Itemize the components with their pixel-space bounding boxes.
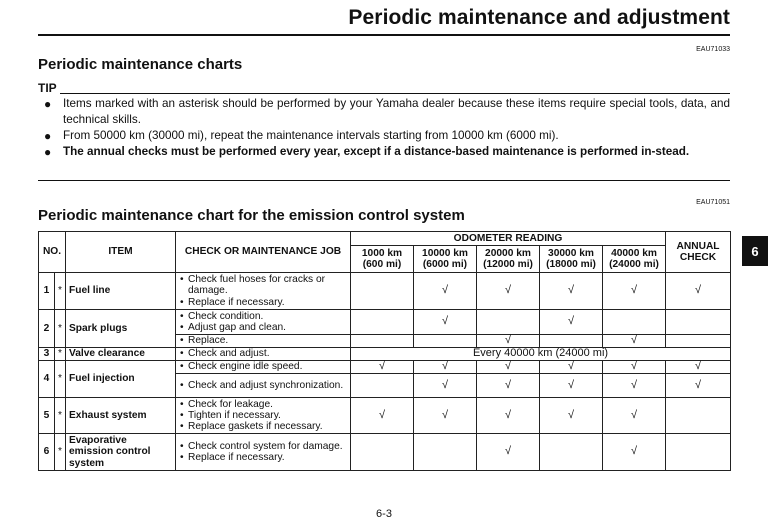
tip-end-rule (38, 180, 730, 181)
row-number: 6 (39, 434, 55, 471)
empty-cell (351, 335, 414, 348)
check-mark: √ (477, 335, 540, 348)
job-cell (176, 273, 351, 310)
table-row (39, 398, 731, 434)
tip-item (44, 144, 730, 160)
check-mark: √ (477, 273, 540, 310)
bullet-icon: ● (44, 129, 52, 143)
interval-km: 1000 km (361, 247, 403, 259)
bullet-icon: • (180, 440, 184, 452)
check-mark: √ (666, 273, 731, 310)
empty-cell (540, 434, 603, 471)
bullet-icon: • (180, 398, 184, 410)
check-mark: √ (666, 361, 731, 374)
item-name: Spark plugs (66, 310, 176, 348)
check-mark: √ (603, 374, 666, 398)
table-body (39, 273, 731, 471)
header-no: NO. (39, 232, 66, 273)
header-interval (477, 246, 540, 273)
job-cell (176, 348, 351, 361)
tip-text: The annual checks must be performed every year, except if a distance-based maintenance is performed in-stead. (63, 145, 690, 158)
job-text: Replace gaskets if necessary. (188, 421, 323, 433)
check-mark: √ (477, 398, 540, 434)
row-number: 3 (39, 348, 55, 361)
interval-mi: (6000 mi) (422, 259, 468, 270)
interval-mi: (12000 mi) (483, 259, 533, 270)
job-line (180, 441, 347, 452)
job-line (180, 399, 347, 410)
job-text: Tighten if necessary. (188, 409, 281, 421)
empty-cell (603, 310, 666, 335)
row-number: 1 (39, 273, 55, 310)
empty-cell (414, 434, 477, 471)
table-row (39, 434, 731, 471)
tip-item (44, 96, 730, 128)
check-mark: √ (540, 310, 603, 335)
job-line (180, 274, 347, 296)
bullet-icon: • (180, 322, 184, 333)
header-odometer: ODOMETER READING (351, 232, 666, 246)
interval-km: 20000 km (485, 247, 531, 259)
job-line (180, 380, 347, 391)
bullet-icon: • (180, 274, 184, 286)
job-line (180, 452, 347, 463)
table-header-row (39, 232, 731, 246)
interval-mi: (18000 mi) (546, 259, 596, 270)
section-title-maintenance-charts: Periodic maintenance charts (38, 56, 243, 73)
empty-cell (414, 335, 477, 348)
reference-code: EAU71051 (696, 199, 730, 206)
asterisk: * (55, 434, 66, 471)
table-row (39, 361, 731, 374)
header-interval (540, 246, 603, 273)
check-mark: √ (477, 361, 540, 374)
row-number: 5 (39, 398, 55, 434)
empty-cell (477, 310, 540, 335)
job-cell (176, 374, 351, 398)
item-name: Fuel injection (66, 361, 176, 398)
check-mark: √ (477, 374, 540, 398)
job-text: Check control system for damage. (188, 440, 343, 452)
check-mark: √ (414, 374, 477, 398)
check-mark: √ (414, 398, 477, 434)
bullet-icon: • (180, 335, 184, 347)
header-job: CHECK OR MAINTENANCE JOB (176, 232, 351, 273)
interval-mi: (24000 mi) (609, 259, 659, 270)
check-mark: √ (666, 374, 731, 398)
check-mark: √ (414, 310, 477, 335)
job-text: Check condition. (188, 310, 264, 322)
check-mark: √ (603, 335, 666, 348)
empty-cell (666, 434, 731, 471)
asterisk: * (55, 273, 66, 310)
empty-cell (351, 310, 414, 335)
check-mark: √ (351, 398, 414, 434)
bullet-icon: • (180, 361, 184, 373)
job-text: Check and adjust. (188, 348, 270, 360)
interval-km: 40000 km (611, 247, 657, 259)
header-interval (351, 246, 414, 273)
job-text: Check engine idle speed. (188, 361, 303, 373)
header-interval (414, 246, 477, 273)
tip-header (38, 80, 730, 94)
job-cell (176, 398, 351, 434)
bullet-icon: • (180, 379, 184, 391)
emission-maintenance-table (38, 231, 731, 471)
job-text: Replace if necessary. (188, 452, 285, 463)
asterisk: * (55, 310, 66, 348)
empty-cell (351, 374, 414, 398)
header-annual: ANNUAL CHECK (666, 232, 731, 273)
check-mark: √ (603, 361, 666, 374)
job-text: Adjust gap and clean. (188, 322, 286, 333)
job-line (180, 297, 347, 308)
job-line (180, 421, 347, 432)
bullet-icon: • (180, 348, 184, 360)
chapter-tab: 6 (742, 236, 768, 266)
interval-km: 30000 km (548, 247, 594, 259)
job-cell (176, 434, 351, 471)
bullet-icon: ● (44, 97, 52, 111)
check-mark: √ (603, 434, 666, 471)
row-number: 2 (39, 310, 55, 348)
empty-cell (351, 273, 414, 310)
interval-km: 10000 km (422, 247, 468, 259)
check-mark: √ (414, 361, 477, 374)
job-line (180, 335, 347, 346)
bullet-icon: • (180, 421, 184, 433)
job-line (180, 361, 347, 372)
job-cell (176, 361, 351, 374)
tip-text: Items marked with an asterisk should be performed by your Yamaha dealer because these items require special tools, data, and technical skills. (63, 97, 730, 126)
check-mark: √ (540, 273, 603, 310)
job-text: Check for leakage. (188, 398, 273, 410)
check-mark: √ (603, 273, 666, 310)
job-text: Check fuel hoses for cracks or damage. (188, 274, 326, 297)
job-text: Replace. (188, 335, 229, 347)
table-row (39, 348, 731, 361)
job-line (180, 348, 347, 359)
check-mark: √ (414, 273, 477, 310)
tip-label: TIP (38, 81, 57, 95)
job-text: Check and adjust synchronization. (188, 379, 344, 391)
check-mark: √ (477, 434, 540, 471)
asterisk: * (55, 348, 66, 361)
bullet-icon: • (180, 310, 184, 322)
check-mark: √ (603, 398, 666, 434)
job-cell (176, 335, 351, 348)
bullet-icon: • (180, 296, 184, 308)
empty-cell (666, 335, 731, 348)
tip-item (44, 128, 730, 144)
empty-cell (666, 398, 731, 434)
item-name: Exhaust system (66, 398, 176, 434)
empty-cell (540, 335, 603, 348)
asterisk: * (55, 398, 66, 434)
asterisk: * (55, 361, 66, 398)
check-mark: √ (540, 374, 603, 398)
page-header-title: Periodic maintenance and adjustment (348, 6, 730, 29)
row-number: 4 (39, 361, 55, 398)
tip-list (44, 96, 730, 160)
bullet-icon: ● (44, 145, 52, 159)
check-mark: √ (351, 361, 414, 374)
header-item: ITEM (66, 232, 176, 273)
table-row (39, 273, 731, 310)
tip-rule (60, 93, 730, 94)
empty-cell (666, 310, 731, 335)
item-name: Fuel line (66, 273, 176, 310)
check-mark: √ (540, 361, 603, 374)
table-row (39, 310, 731, 335)
tip-text: From 50000 km (30000 mi), repeat the maintenance intervals starting from 10000 km (6000 mi). (63, 129, 559, 142)
reference-code: EAU71033 (696, 46, 730, 53)
bullet-icon: • (180, 409, 184, 421)
header-rule (38, 34, 730, 36)
item-name: Valve clearance (66, 348, 176, 361)
page-number: 6-3 (376, 508, 392, 520)
interval-note: Every 40000 km (24000 mi) (351, 348, 731, 361)
header-interval (603, 246, 666, 273)
interval-mi: (600 mi) (362, 259, 402, 270)
section-title-emission-chart: Periodic maintenance chart for the emission control system (38, 207, 465, 224)
job-cell (176, 310, 351, 335)
empty-cell (351, 434, 414, 471)
job-line (180, 410, 347, 421)
item-name: Evaporative emission control system (66, 434, 176, 471)
bullet-icon: • (180, 452, 184, 463)
job-line (180, 322, 347, 333)
job-text: Replace if necessary. (188, 296, 285, 308)
job-line (180, 311, 347, 322)
check-mark: √ (540, 398, 603, 434)
